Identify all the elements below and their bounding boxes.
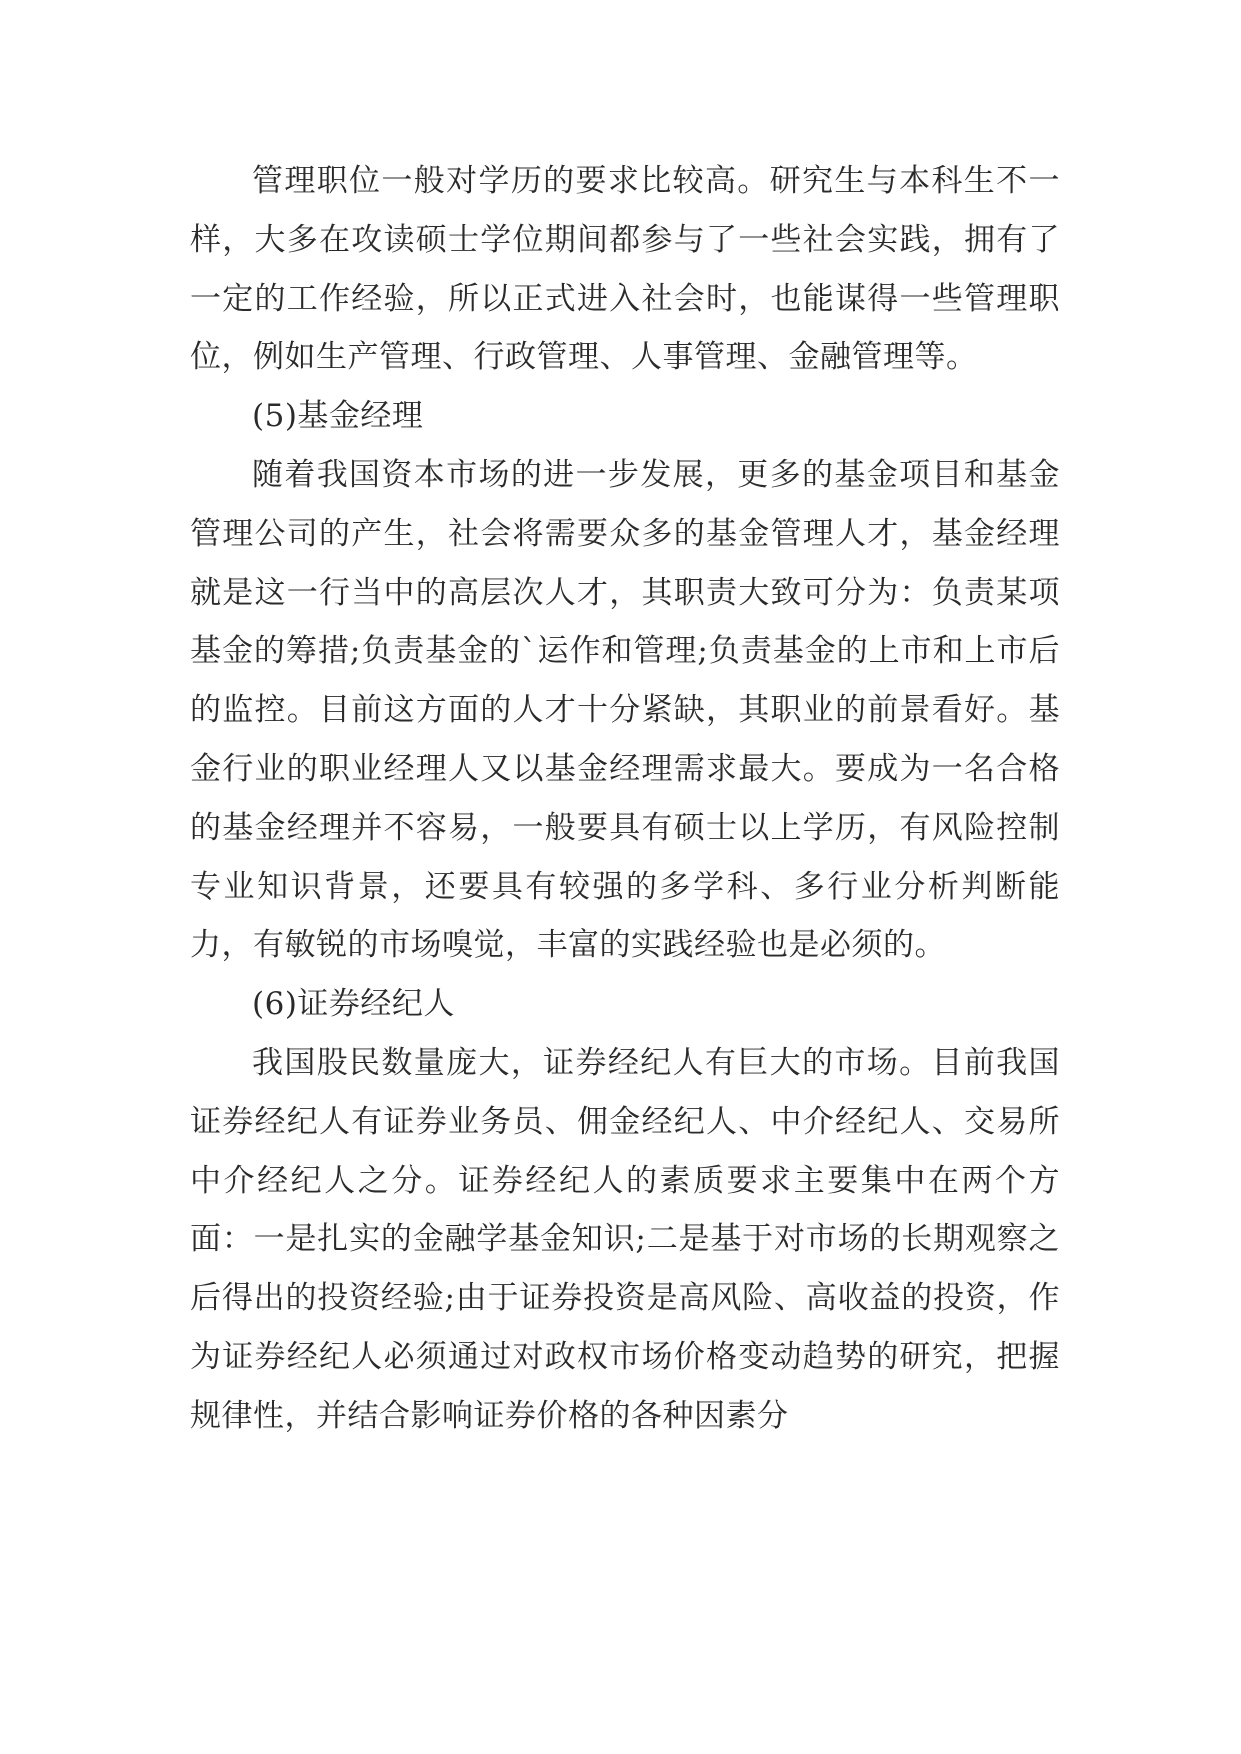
paragraph-securities-broker: 我国股民数量庞大，证券经纪人有巨大的市场。目前我国证券经纪人有证券业务员、佣金经纪人、中介经纪人、交易所中介经纪人之分。证券经纪人的素质要求主要集中在两个方面：一是扎实的金融学基金知识;二是基于对市场的长期观察之后得出的投资经验;由于证券投资是高风险、高收益的投资，作为证券经纪人必须通过对政权市场价格变动趋势的研究，把握规律性，并结合影响证券价格的各种因素分	[190, 1044, 1060, 1434]
document-page	[190, 152, 1060, 1446]
paragraph-management-positions: 管理职位一般对学历的要求比较高。研究生与本科生不一样，大多在攻读硕士学位期间都参与了一些社会实践，拥有了一定的工作经验，所以正式进入社会时，也能谋得一些管理职位，例如生产管理、行政管理、人事管理、金融管理等。	[190, 163, 1060, 376]
paragraph-fund-manager: 随着我国资本市场的进一步发展，更多的基金项目和基金管理公司的产生，社会将需要众多的基金管理人才，基金经理就是这一行当中的高层次人才，其职责大致可分为：负责某项基金的筹措;负责基金的`运作和管理;负责基金的上市和上市后的监控。目前这方面的人才十分紧缺，其职业的前景看好。基金行业的职业经理人又以基金经理需求最大。要成为一名合格的基金经理并不容易，一般要具有硕士以上学历，有风险控制专业知识背景，还要具有较强的多学科、多行业分析判断能力，有敏锐的市场嗅觉，丰富的实践经验也是必须的。	[190, 456, 1060, 964]
section-heading-fund-manager: (5)基金经理	[252, 398, 424, 435]
section-heading-securities-broker: (6)证券经纪人	[252, 986, 455, 1023]
